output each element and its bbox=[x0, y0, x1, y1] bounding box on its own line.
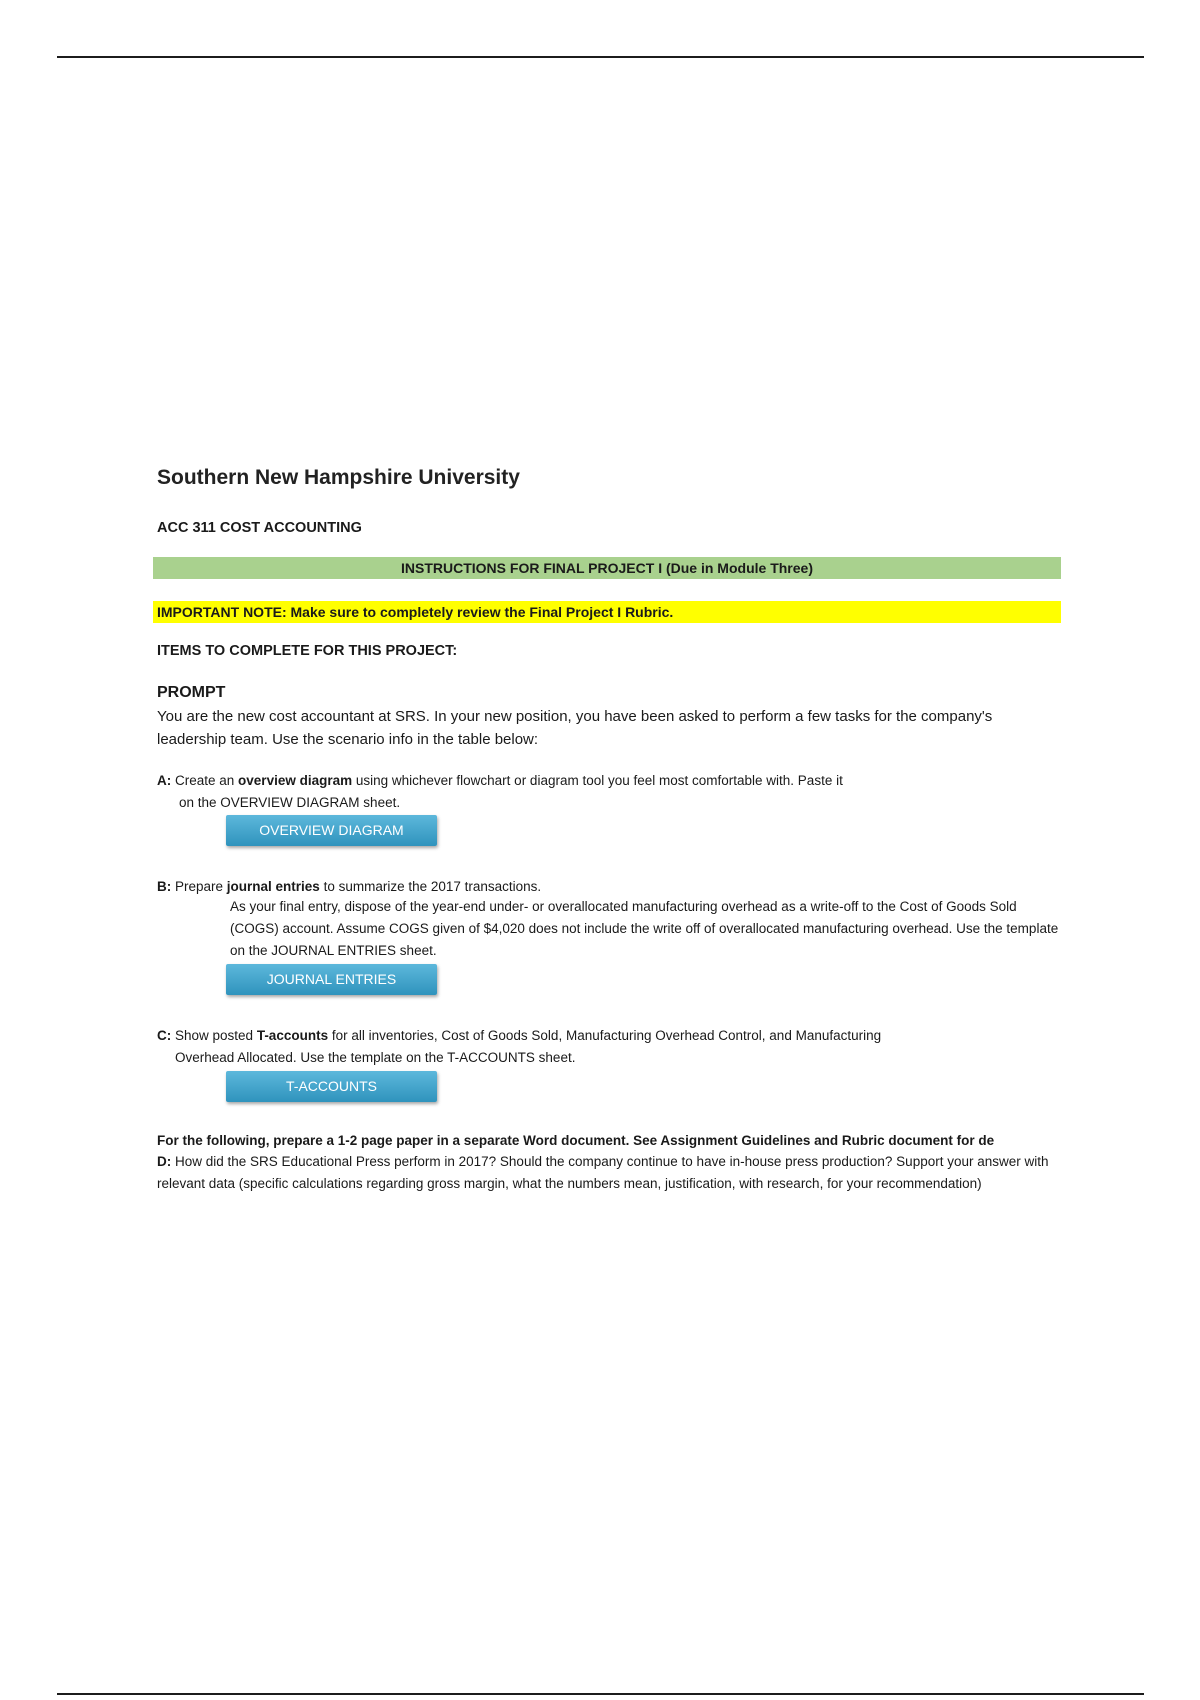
prompt-heading: PROMPT bbox=[157, 684, 226, 701]
task-d-text bbox=[157, 1151, 1062, 1195]
journal-entries-button[interactable]: JOURNAL ENTRIES bbox=[226, 964, 437, 995]
task-b-pre: Prepare bbox=[171, 879, 227, 894]
overview-diagram-button[interactable]: OVERVIEW DIAGRAM bbox=[226, 815, 437, 846]
task-c-line bbox=[157, 1025, 881, 1046]
task-a-bold: overview diagram bbox=[238, 773, 353, 788]
task-b-line bbox=[157, 876, 541, 897]
task-b-bold: journal entries bbox=[226, 879, 320, 894]
task-a-line bbox=[157, 770, 843, 791]
task-c-post: for all inventories, Cost of Goods Sold, Manufacturing Overhead Control, and Manufacturing bbox=[328, 1028, 882, 1043]
task-d-body: How did the SRS Educational Press perform in 2017? Should the company continue to have in-house press production? Support your answer with relevant data (specific calculations regarding gross margin, what the numbers mean, justification, with research, for your recommendation) bbox=[157, 1154, 1049, 1191]
course-title: ACC 311 COST ACCOUNTING bbox=[157, 520, 362, 536]
task-c-bold: T-accounts bbox=[256, 1028, 329, 1043]
bottom-rule bbox=[57, 1693, 1144, 1695]
task-d-label: D: bbox=[157, 1154, 172, 1169]
task-b-detail: As your final entry, dispose of the year-end under- or overallocated manufacturing overhead as a write-off to the Cost of Goods Sold (COGS) account. Assume COGS given of $4,020 does not include the write off of overallocated manufacturing overhead. Use the template on the JOURNAL ENTRIES sheet. bbox=[230, 899, 1059, 958]
task-d-heading: For the following, prepare a 1-2 page paper in a separate Word document. See Assignment Guidelines and Rubric document for de bbox=[157, 1133, 995, 1148]
task-a-post: using whichever flowchart or diagram tool you feel most comfortable with. Paste it bbox=[352, 773, 843, 788]
task-a-label: A: bbox=[157, 773, 172, 788]
task-b-label: B: bbox=[157, 879, 172, 894]
task-c-label: C: bbox=[157, 1028, 172, 1043]
instructions-banner: INSTRUCTIONS FOR FINAL PROJECT I (Due in Module Three) bbox=[153, 557, 1061, 579]
task-a-line2: on the OVERVIEW DIAGRAM sheet. bbox=[179, 795, 401, 810]
prompt-text: You are the new cost accountant at SRS. In your new position, you have been asked to perform a few tasks for the company's leadership team. Use the scenario info in the table below: bbox=[157, 708, 993, 748]
task-b-post: to summarize the 2017 transactions. bbox=[319, 879, 542, 894]
task-a-pre: Create an bbox=[171, 773, 239, 788]
top-rule bbox=[57, 56, 1144, 58]
t-accounts-button[interactable]: T-ACCOUNTS bbox=[226, 1071, 437, 1102]
important-note-banner: IMPORTANT NOTE: Make sure to completely review the Final Project I Rubric. bbox=[153, 601, 1061, 623]
task-c-line2: Overhead Allocated. Use the template on the T-ACCOUNTS sheet. bbox=[175, 1050, 576, 1065]
university-title: Southern New Hampshire University bbox=[157, 466, 520, 489]
task-c-pre: Show posted bbox=[171, 1028, 257, 1043]
items-heading: ITEMS TO COMPLETE FOR THIS PROJECT: bbox=[157, 643, 458, 659]
